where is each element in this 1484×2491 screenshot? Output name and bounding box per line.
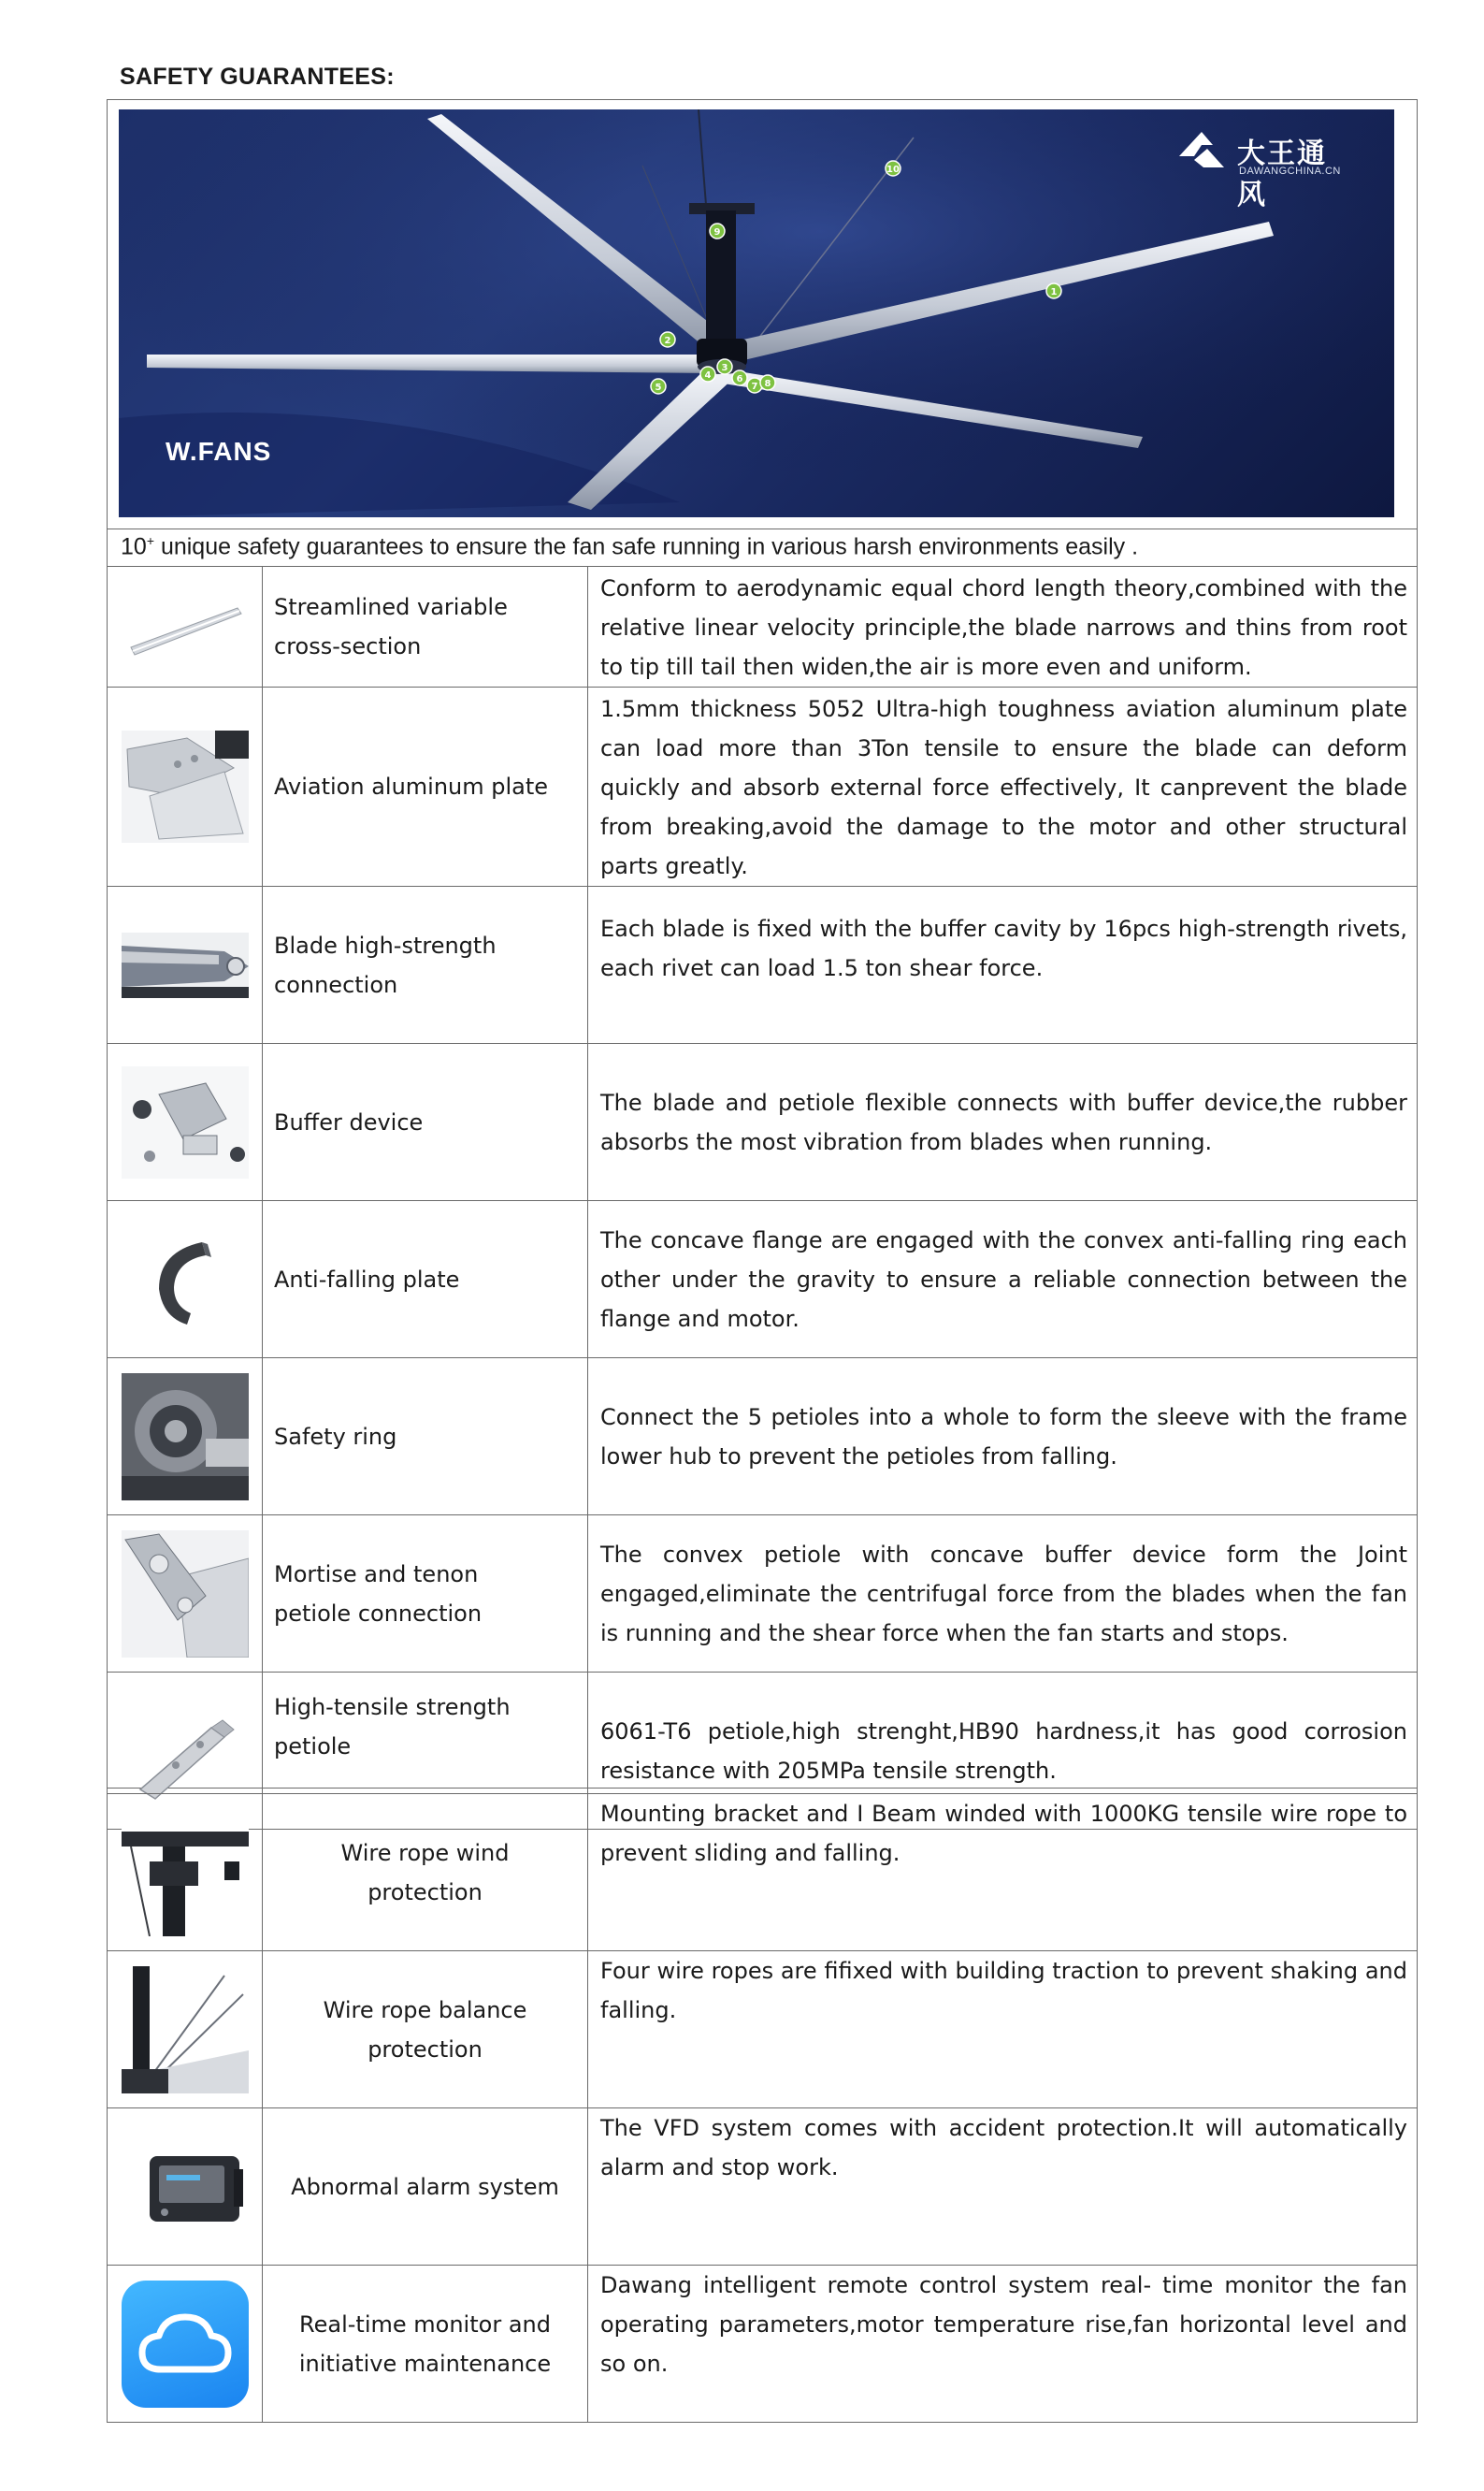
feature-name-cell bbox=[263, 2108, 588, 2266]
feature-name-cell bbox=[263, 2266, 588, 2423]
feature-description: Connect the 5 petioles into a whole to form the sleeve with the frame lower hub to prevent the petioles from falling. bbox=[588, 1358, 1418, 1515]
dawang-logo bbox=[1175, 128, 1353, 210]
callout-10: 10 bbox=[886, 165, 900, 175]
feature-name-line: Aviation aluminum plate bbox=[274, 774, 549, 800]
feature-image-cell bbox=[108, 1044, 263, 1201]
vfd-controller-image bbox=[122, 2136, 249, 2238]
table-row bbox=[108, 1358, 1418, 1515]
hero-brand-label: W.FANS bbox=[166, 437, 272, 466]
anti-falling-plate-image bbox=[122, 1224, 249, 1336]
feature-name-line: Blade high-strength bbox=[274, 932, 497, 959]
feature-name-line: Real-time monitor and bbox=[299, 2310, 551, 2338]
table-row bbox=[108, 567, 1418, 688]
feature-description: Conform to aerodynamic equal chord length theory,combined with the relative linear velocity principle,the blade narrows and thins from root to tip till tail then widen,the air is more even and uniform. bbox=[588, 567, 1418, 688]
cloud-icon bbox=[137, 2311, 234, 2377]
feature-description: Each blade is fixed with the buffer cavity by 16pcs high-strength rivets, each rivet can load 1.5 ton shear force. bbox=[588, 887, 1418, 1044]
feature-image-cell bbox=[108, 887, 263, 1044]
callout-9: 9 bbox=[713, 227, 721, 238]
section-heading: SAFETY GUARANTEES: bbox=[120, 64, 395, 90]
feature-name-cell bbox=[263, 1044, 588, 1201]
buffer-device-image bbox=[122, 1066, 249, 1179]
cloud-app-icon bbox=[122, 2281, 249, 2408]
feature-image-cell bbox=[108, 1515, 263, 1673]
feature-name-line: protection bbox=[367, 1878, 483, 1905]
feature-name-line: Buffer device bbox=[274, 1108, 424, 1136]
table-row bbox=[108, 887, 1418, 1044]
feature-name-line: Streamlined variable bbox=[274, 594, 508, 620]
intro-text bbox=[121, 533, 1138, 560]
feature-image-cell bbox=[108, 2108, 263, 2266]
feature-name-cell bbox=[263, 887, 588, 1044]
feature-description: Dawang intelligent remote control system real- time monitor the fan operating parameters,motor temperature rise,fan horizontal level and so on. bbox=[588, 2266, 1418, 2423]
protection-features-table bbox=[107, 1793, 1418, 2423]
feature-name-cell bbox=[263, 1794, 588, 1951]
blade-connection-image bbox=[122, 914, 249, 1017]
feature-name-line: High-tensile strength bbox=[274, 1694, 511, 1720]
feature-description: The concave flange are engaged with the convex anti-falling ring each other under the gravity to ensure a reliable connection between the flange and motor. bbox=[588, 1201, 1418, 1358]
feature-description: Four wire ropes are fifixed with building traction to prevent shaking and falling. bbox=[588, 1951, 1418, 2108]
streamlined-blade-image bbox=[122, 580, 249, 673]
feature-image-cell bbox=[108, 1201, 263, 1358]
callout-7: 7 bbox=[751, 382, 758, 392]
feature-description: The VFD system comes with accident protection.It will automatically alarm and stop work. bbox=[588, 2108, 1418, 2266]
feature-name-line: cross-section bbox=[274, 633, 422, 659]
feature-description: The convex petiole with concave buffer device form the Joint engaged,eliminate the centrifugal force from the blades when the fan is running and the shear force when the fan starts and stops. bbox=[588, 1515, 1418, 1673]
logo-chinese-text: 大王通风 bbox=[1237, 138, 1327, 210]
feature-name-cell bbox=[263, 1951, 588, 2108]
table-row bbox=[108, 1794, 1418, 1951]
table-row bbox=[108, 688, 1418, 887]
feature-image-cell bbox=[108, 1951, 263, 2108]
callout-4: 4 bbox=[704, 370, 712, 381]
feature-name-line: petiole connection bbox=[274, 1600, 483, 1627]
callout-6: 6 bbox=[736, 374, 743, 384]
table-row bbox=[108, 1044, 1418, 1201]
table-row bbox=[108, 2266, 1418, 2423]
table-row bbox=[108, 1515, 1418, 1673]
feature-name-line: Abnormal alarm system bbox=[291, 2173, 559, 2200]
wire-rope-wind-image bbox=[122, 1809, 249, 1936]
feature-name-line: Safety ring bbox=[274, 1423, 397, 1450]
feature-image-cell bbox=[108, 1794, 263, 1951]
aluminum-plate-image bbox=[122, 731, 249, 843]
petiole-image bbox=[122, 1700, 249, 1803]
feature-image-cell bbox=[108, 688, 263, 887]
feature-name-line: initiative maintenance bbox=[298, 2350, 552, 2377]
feature-name-line: Mortise and tenon bbox=[274, 1560, 479, 1587]
feature-name-cell bbox=[263, 688, 588, 887]
table-row bbox=[108, 1201, 1418, 1358]
callout-8: 8 bbox=[764, 379, 771, 389]
feature-description: 1.5mm thickness 5052 Ultra-high toughness aviation aluminum plate can load more than 3Ton tensile to ensure the blade can deform quickly and absorb external force effectively, It canprevent the blade from breaking,avoid the damage to the motor and other structural parts greatly. bbox=[588, 688, 1418, 887]
hero-fan-image bbox=[119, 109, 1394, 517]
safety-ring-image bbox=[122, 1373, 249, 1500]
feature-name-line: petiole bbox=[274, 1733, 352, 1760]
feature-name-cell bbox=[263, 1358, 588, 1515]
callout-1: 1 bbox=[1050, 287, 1058, 297]
wire-rope-balance-image bbox=[122, 1966, 249, 2093]
callout-5: 5 bbox=[655, 383, 662, 393]
intro-plus: + bbox=[146, 533, 154, 548]
logo-mark-icon bbox=[1175, 128, 1228, 171]
logo-english-text: DAWANGCHINA.CN bbox=[1239, 166, 1341, 177]
feature-name-line: connection bbox=[274, 971, 398, 998]
feature-name-line: Wire rope balance bbox=[323, 1996, 527, 2023]
feature-image-cell bbox=[108, 1358, 263, 1515]
feature-description: 6061-T6 petiole,high strenght,HB90 hardness,it has good corrosion resistance with 205MPa tensile strength. bbox=[588, 1673, 1418, 1830]
feature-name-line: Wire rope wind bbox=[340, 1839, 510, 1866]
feature-name-cell bbox=[263, 567, 588, 688]
feature-description: The blade and petiole flexible connects with buffer device,the rubber absorbs the most vibration from blades when running. bbox=[588, 1044, 1418, 1201]
table-row bbox=[108, 1951, 1418, 2108]
feature-name-line: protection bbox=[367, 2035, 483, 2063]
feature-description: Mounting bracket and I Beam winded with 1000KG tensile wire rope to prevent sliding and falling. bbox=[588, 1794, 1418, 1951]
intro-body: unique safety guarantees to ensure the fan safe running in various harsh environments easily . bbox=[154, 533, 1139, 560]
mortise-tenon-image bbox=[122, 1530, 249, 1658]
callout-2: 2 bbox=[664, 336, 671, 346]
callout-3: 3 bbox=[721, 363, 728, 373]
feature-image-cell bbox=[108, 2266, 263, 2423]
intro-number: 10 bbox=[121, 533, 147, 560]
feature-name-cell bbox=[263, 1515, 588, 1673]
feature-name-line: Anti-falling plate bbox=[274, 1266, 460, 1293]
feature-image-cell bbox=[108, 567, 263, 688]
table-row bbox=[108, 2108, 1418, 2266]
safety-features-table bbox=[107, 566, 1418, 1830]
feature-name-cell bbox=[263, 1201, 588, 1358]
